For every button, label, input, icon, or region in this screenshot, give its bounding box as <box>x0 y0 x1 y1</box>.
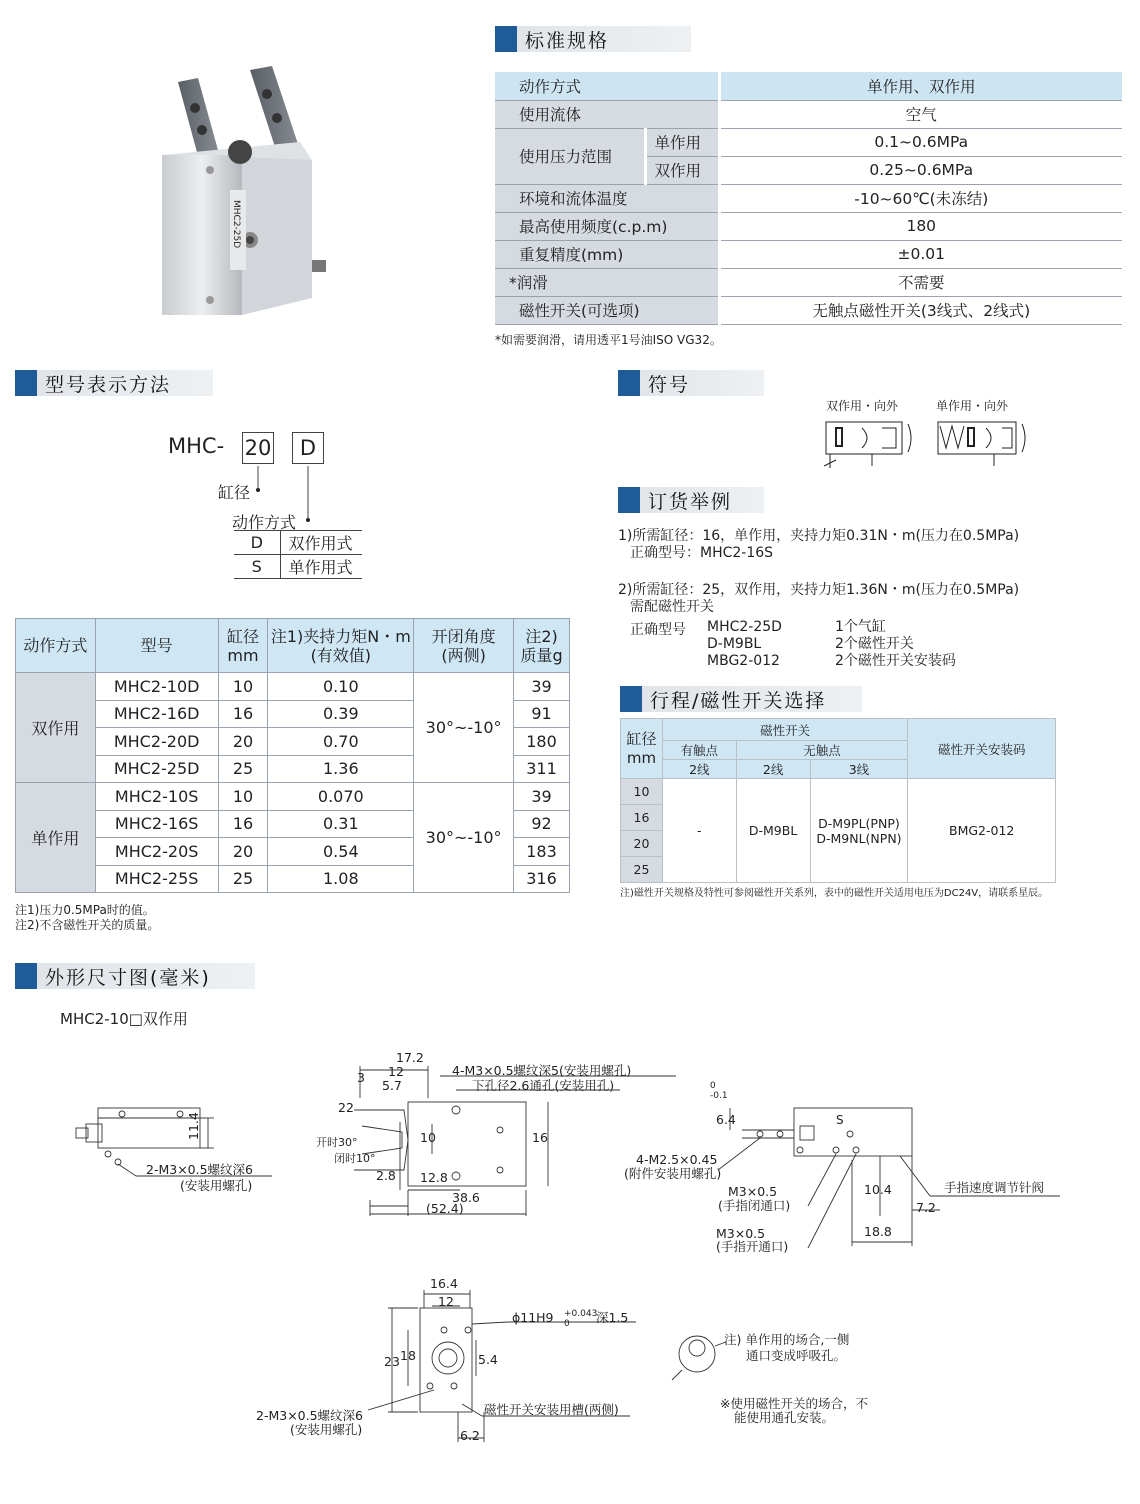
symbol-double-label: 双作用・向外 <box>826 399 899 413</box>
model-box-bore: 20 <box>242 432 274 464</box>
svg-text:(手指闭通口): (手指闭通口) <box>718 1198 791 1213</box>
order-section-title: 订货举例 <box>618 487 764 513</box>
product-label: MHC2-25D <box>231 200 241 249</box>
svg-text:3: 3 <box>357 1070 365 1085</box>
svg-text:ϕ11H9: ϕ11H9 <box>512 1310 554 1325</box>
order-label: 正确型号 <box>630 622 686 638</box>
svg-text:下孔径2.6通孔(安装用孔): 下孔径2.6通孔(安装用孔) <box>472 1078 615 1093</box>
svg-text:(52.4): (52.4) <box>426 1201 464 1216</box>
svg-text:闭时10°: 闭时10° <box>334 1152 376 1165</box>
product-photo <box>150 60 340 325</box>
switch-table: 缸径 mm 磁性开关 磁性开关安装码 有触点 无触点 2线 2线 3线 10 - D-M9BL D-M9PL(PNP) D-M9NL(NPN) BMG2-012 16 20 25 <box>620 718 1056 883</box>
model-table: 动作方式 型号 缸径 mm 注1)夹持力矩N・m (有效值) 开闭角度 (两侧) 注2) 质量g 双作用 MHC2-10D 10 0.10 30°~-10° 39 MHC2-16D 16 0.39 91 MHC2-20D 20 0.70 180 MHC2-25D 25 1.36 311 单作用 MHC2-10S 10 0.070 30°~-10° 39 MHC2-16S 16 0.31 92 MHC2-20S 20 0.54 183 MHC2-25S 25 1.08 316 <box>15 618 570 893</box>
svg-text:2.8: 2.8 <box>376 1168 396 1183</box>
model-table-notes: 注1)压力0.5MPa时的值。 注2)不含磁性开关的质量。 <box>15 903 160 932</box>
svg-text:S: S <box>836 1113 844 1127</box>
svg-text:通口变成呼吸孔。: 通口变成呼吸孔。 <box>746 1348 847 1363</box>
svg-text:2-M3×0.5螺纹深6: 2-M3×0.5螺纹深6 <box>146 1162 254 1177</box>
svg-text:6.4: 6.4 <box>716 1112 736 1127</box>
order-items: MHC2-25D 1个气缸 D-M9BL 2个磁性开关 MBG2-012 2个磁性开关安装码 <box>707 619 956 669</box>
dims-section-title: 外形尺寸图(毫米) <box>15 963 255 989</box>
svg-text:4-M2.5×0.45: 4-M2.5×0.45 <box>636 1152 718 1167</box>
svg-text:(安装用螺孔): (安装用螺孔) <box>180 1178 253 1193</box>
svg-text:10.4: 10.4 <box>864 1182 892 1197</box>
svg-text:2-M3×0.5螺纹深6: 2-M3×0.5螺纹深6 <box>256 1408 364 1423</box>
action-label: 动作方式 <box>232 513 297 532</box>
spec-table: 动作方式 单作用、双作用 使用流体 空气 使用压力范围 单作用 0.1~0.6MPa 双作用 0.25~0.6MPa 环境和流体温度 -10~60℃(未冻结) 最高使用频度(c.p.m) 180 重复精度(mm) ±0.01 *润滑 不需要 磁性开关(可选项) 无触点磁性开关(3线式、2线式) <box>495 72 1122 325</box>
svg-text:16: 16 <box>532 1130 548 1145</box>
svg-text:7.2: 7.2 <box>916 1200 936 1215</box>
svg-text:(安装用螺孔): (安装用螺孔) <box>290 1422 363 1437</box>
symbol-section-title: 符号 <box>618 370 764 396</box>
svg-text:4-M3×0.5螺纹深5(安装用螺孔): 4-M3×0.5螺纹深5(安装用螺孔) <box>452 1063 632 1078</box>
symbol-single-label: 单作用・向外 <box>936 399 1009 413</box>
drawing-subtitle: MHC2-10□双作用 <box>60 1010 188 1028</box>
spec-note: *如需要润滑，请用透平1号油ISO VG32。 <box>495 333 722 347</box>
svg-text:18: 18 <box>400 1348 416 1363</box>
svg-text:0: 0 <box>564 1319 570 1329</box>
action-options-table: D 双作用式 S 单作用式 <box>234 530 362 579</box>
svg-text:(附件安装用螺孔): (附件安装用螺孔) <box>624 1166 722 1181</box>
svg-text:18.8: 18.8 <box>864 1224 892 1239</box>
svg-text:5.7: 5.7 <box>382 1078 402 1093</box>
svg-text:(手指开通口): (手指开通口) <box>716 1239 789 1254</box>
svg-text:※使用磁性开关的场合，不: ※使用磁性开关的场合，不 <box>720 1396 868 1411</box>
svg-text:手指速度调节针阀: 手指速度调节针阀 <box>944 1180 1045 1195</box>
pneumatic-symbols <box>822 416 1042 476</box>
model-section-title: 型号表示方法 <box>15 370 213 396</box>
svg-text:能使用通孔安装。: 能使用通孔安装。 <box>734 1410 835 1425</box>
stroke-section-title: 行程/磁性开关选择 <box>620 686 862 712</box>
svg-text:12: 12 <box>438 1294 454 1309</box>
svg-text:磁性开关安装用槽(两侧): 磁性开关安装用槽(两侧) <box>484 1402 619 1417</box>
svg-text:注) 单作用的场合,一侧: 注) 单作用的场合,一侧 <box>724 1332 850 1347</box>
switch-note: 注)磁性开关规格及特性可参阅磁性开关系列，表中的磁性开关适用电压为DC24V，请联系星辰。 <box>620 888 1049 899</box>
svg-text:12: 12 <box>388 1064 404 1079</box>
model-prefix: MHC- <box>168 434 225 458</box>
svg-text:0: 0 <box>710 1081 716 1091</box>
svg-text:M3×0.5: M3×0.5 <box>716 1226 766 1241</box>
svg-text:6.2: 6.2 <box>460 1428 480 1443</box>
svg-text:-0.1: -0.1 <box>710 1091 728 1101</box>
svg-text:11.4: 11.4 <box>186 1112 201 1140</box>
order-examples: 1)所需缸径：16，单作用，夹持力矩0.31N・m(压力在0.5MPa) 正确型号：MHC2-16S 2)所需缸径：25，双作用，夹持力矩1.36N・m(压力在0.5MPa) 需配磁性开关 <box>618 528 1020 615</box>
note-illustration <box>672 1336 726 1380</box>
svg-text:5.4: 5.4 <box>478 1352 498 1367</box>
svg-text:深1.5: 深1.5 <box>596 1310 629 1325</box>
svg-text:23: 23 <box>384 1354 400 1369</box>
svg-text:M3×0.5: M3×0.5 <box>728 1184 778 1199</box>
bore-label: 缸径 <box>218 483 251 502</box>
svg-text:+0.043: +0.043 <box>564 1309 598 1319</box>
spec-section-title: 标准规格 <box>495 26 691 52</box>
model-box-action: D <box>292 432 324 464</box>
svg-text:开时30°: 开时30° <box>316 1136 358 1149</box>
svg-text:17.2: 17.2 <box>396 1050 424 1065</box>
dimension-drawings <box>0 1030 1140 1460</box>
svg-text:22: 22 <box>338 1100 354 1115</box>
svg-text:38.6: 38.6 <box>452 1190 480 1205</box>
svg-text:10: 10 <box>420 1130 436 1145</box>
svg-text:12.8: 12.8 <box>420 1170 448 1185</box>
svg-text:16.4: 16.4 <box>430 1276 458 1291</box>
